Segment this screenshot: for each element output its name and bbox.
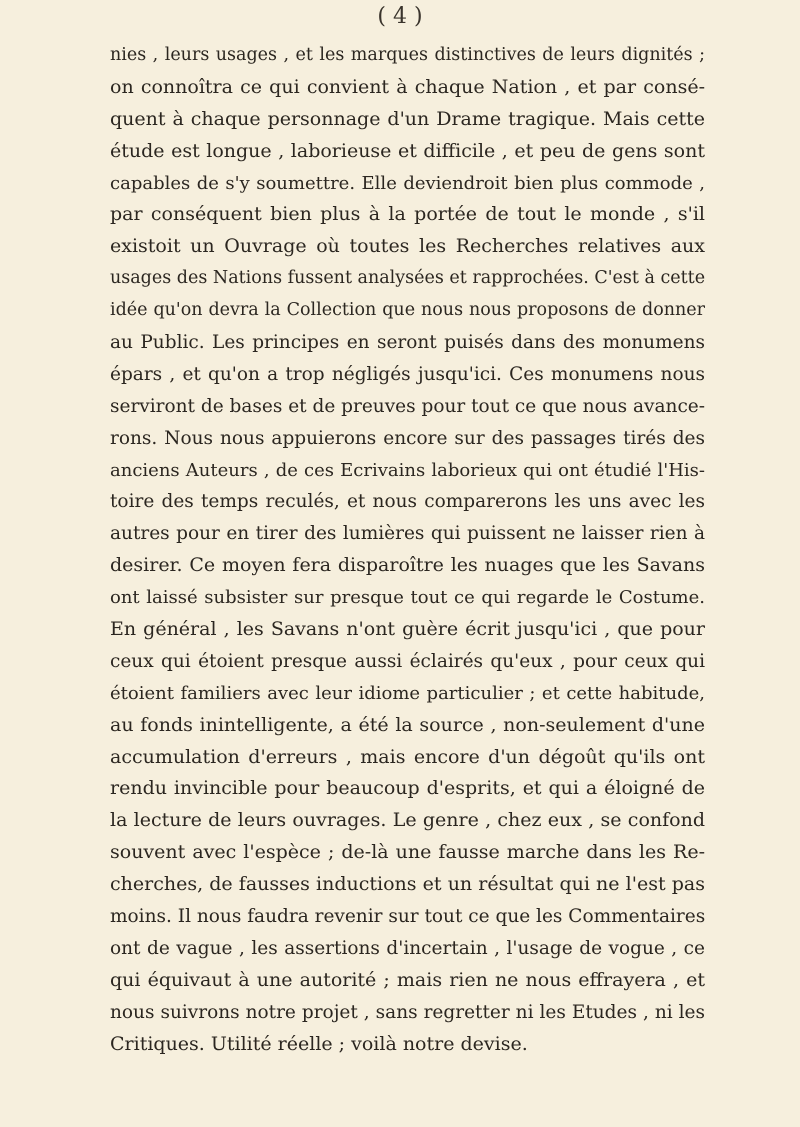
text-line: étude est longue , laborieuse et difficile , et peu de gens sont — [110, 139, 705, 162]
text-line: autres pour en tirer des lumières qui puissent ne laisser rien à — [110, 523, 705, 545]
text-line: Critiques. Utilité réelle ; voilà notre devise. — [110, 1032, 528, 1055]
text-line: anciens Auteurs , de ces Ecrivains laborieux qui ont étudié l'His- — [110, 459, 705, 481]
text-line: capables de s'y soumettre. Elle deviendroit bien plus commode , — [110, 172, 705, 194]
text-line: toire des temps reculés, et nous comparerons les uns avec les — [110, 491, 705, 513]
text-line: serviront de bases et de preuves pour tout ce que nous avance- — [110, 395, 706, 417]
text-line: idée qu'on devra la Collection que nous nous proposons de donner — [110, 300, 705, 321]
text-line: En général , les Savans n'ont guère écrit jusqu'ici , que pour — [110, 618, 705, 641]
text-line: usages des Nations fussent analysées et rapprochées. C'est à cette — [110, 268, 706, 289]
text-line: ont de vague , les assertions d'incertain , l'usage de vogue , ce — [110, 937, 705, 959]
page-number: ( 4 ) — [377, 4, 423, 29]
text-line: moins. Il nous faudra revenir sur tout ce que les Commentaires — [110, 906, 706, 928]
text-line: rons. Nous nous appuierons encore sur des passages tirés des — [110, 427, 705, 449]
text-line: par conséquent bien plus à la portée de tout le monde , s'il — [110, 203, 705, 226]
text-line: souvent avec l'espèce ; de-là une fausse marche dans les Re- — [110, 841, 705, 864]
text-line: qui équivaut à une autorité ; mais rien ne nous effrayera , et — [110, 968, 705, 991]
body-text — [110, 40, 705, 1061]
text-line: nies , leurs usages , et les marques distinctives de leurs dignités ; — [110, 45, 705, 65]
text-line: nous suivrons notre projet , sans regretter ni les Etudes , ni les — [110, 1001, 705, 1023]
text-line: existoit un Ouvrage où toutes les Recherches relatives aux — [110, 235, 705, 258]
text-line: rendu invincible pour beaucoup d'esprits, et qui a éloigné de — [110, 777, 705, 800]
text-line: au fonds inintelligente, a été la source , non-seulement d'une — [110, 713, 705, 736]
text-line: desirer. Ce moyen fera disparoître les nuages que les Savans — [110, 554, 705, 577]
text-line: ceux qui étoient presque aussi éclairés qu'eux , pour ceux qui — [110, 650, 705, 672]
text-line: ont laissé subsister sur presque tout ce qui regarde le Costume. — [110, 587, 705, 609]
text-line: au Public. Les principes en seront puisés dans des monumens — [110, 332, 705, 354]
text-line: accumulation d'erreurs , mais encore d'un dégoût qu'ils ont — [110, 745, 705, 768]
text-line: la lecture de leurs ouvrages. Le genre , chez eux , se confond — [110, 809, 705, 832]
text-line: épars , et qu'on a trop négligés jusqu'ici. Ces monumens nous — [110, 363, 705, 385]
text-line: cherches, de fausses inductions et un résultat qui ne l'est pas — [110, 873, 705, 896]
text-line: étoient familiers avec leur idiome particulier ; et cette habitude, — [110, 682, 705, 704]
text-line: on connoîtra ce qui convient à chaque Nation , et par consé- — [110, 75, 705, 98]
text-line: quent à chaque personnage d'un Drame tragique. Mais cette — [110, 107, 705, 130]
